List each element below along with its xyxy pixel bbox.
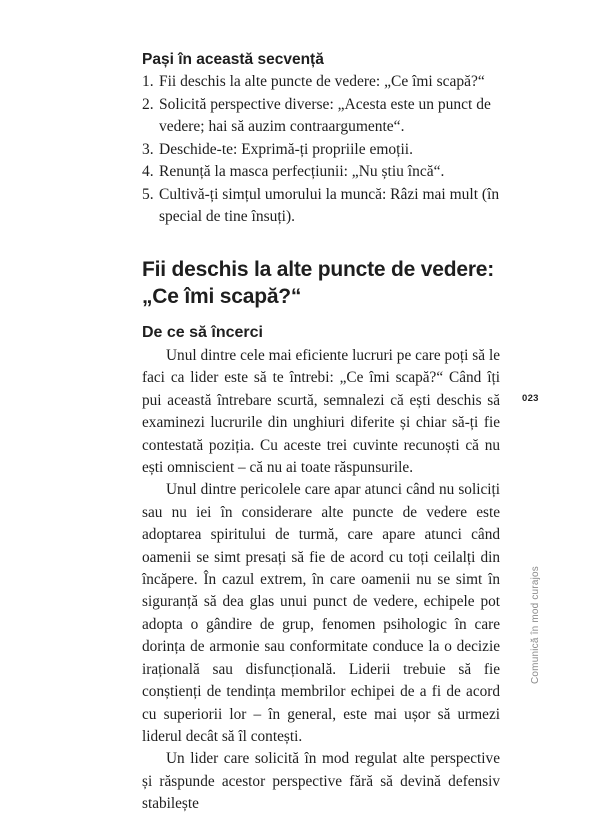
step-item [142,139,512,162]
steps-heading: Pași în această secvență [142,51,324,68]
section-title [142,256,512,310]
step-number: 4. [142,163,154,180]
step-text: Solicită perspective diverse: „Acesta este un punct de vedere; hai să auzim contraargumente“. [159,95,491,135]
page-number: 023 [522,393,539,404]
paragraph: Unul dintre cele mai eficiente lucruri pe care poți să le faci ca lider este să te întrebi: „Ce îmi scapă?“ Când îți pui această întrebare scurtă, semnalezi că ești deschis să examinezi lucrurile din unghiuri diferite și chiar să-ți fie contestată poziția. Cu aceste trei cuvinte recunoști că nu ești omniscient – că nu ai toate răspunsurile. [142,347,500,477]
step-item [142,71,512,94]
step-number: 3. [142,140,154,158]
step-item [142,94,512,139]
paragraph: Un lider care solicită în mod regulat alte perspective și răspunde acestor perspective fără să devină defensiv stabilește [142,750,500,813]
body-text [142,345,500,816]
step-text: Renunță la masca perfecțiunii: „Nu știu încă“. [159,163,445,180]
paragraph: Unul dintre pericolele care apar atunci când nu soliciți sau nu iei în considerare alte puncte de vedere este adoptarea spiritului de turmă, care apare atunci când oamenii se simt presați să fie de acord cu toți ceilalți din încăpere. În cazul extrem, în care oamenii nu se simt în siguranță să dea glas unui punct de vedere, echipele pot adopta o gândire de grup, fenomen psihologic în care dorința de armonie sau conformitate conduce la o decizie irațională sau disfuncțională. Liderii trebuie să fie conștienți de tendința membrilor echipei de a fi de acord cu superiorii lor – în general, este mai ușor să urmezi liderul decât să îl contești. [142,481,500,745]
step-text: Cultivă-ți simțul umorului la muncă: Râzi mai mult (în special de tine însuți). [159,185,500,225]
step-number: 5. [142,185,154,203]
step-item [142,184,512,229]
step-item [142,161,512,184]
running-title: Comunică în mod curajos [530,566,541,684]
step-text: Fii deschis la alte puncte de vedere: „Ce îmi scapă?“ [159,73,485,90]
step-number: 2. [142,95,154,113]
steps-list [142,71,512,229]
subheading: De ce să încerci [142,324,263,341]
step-text: Deschide-te: Exprimă-ți propriile emoții. [159,140,413,158]
step-number: 1. [142,73,154,90]
section-title-line-1: Fii deschis la alte puncte de vedere: [142,258,495,281]
section-title-line-2: „Ce îmi scapă?“ [142,285,302,308]
